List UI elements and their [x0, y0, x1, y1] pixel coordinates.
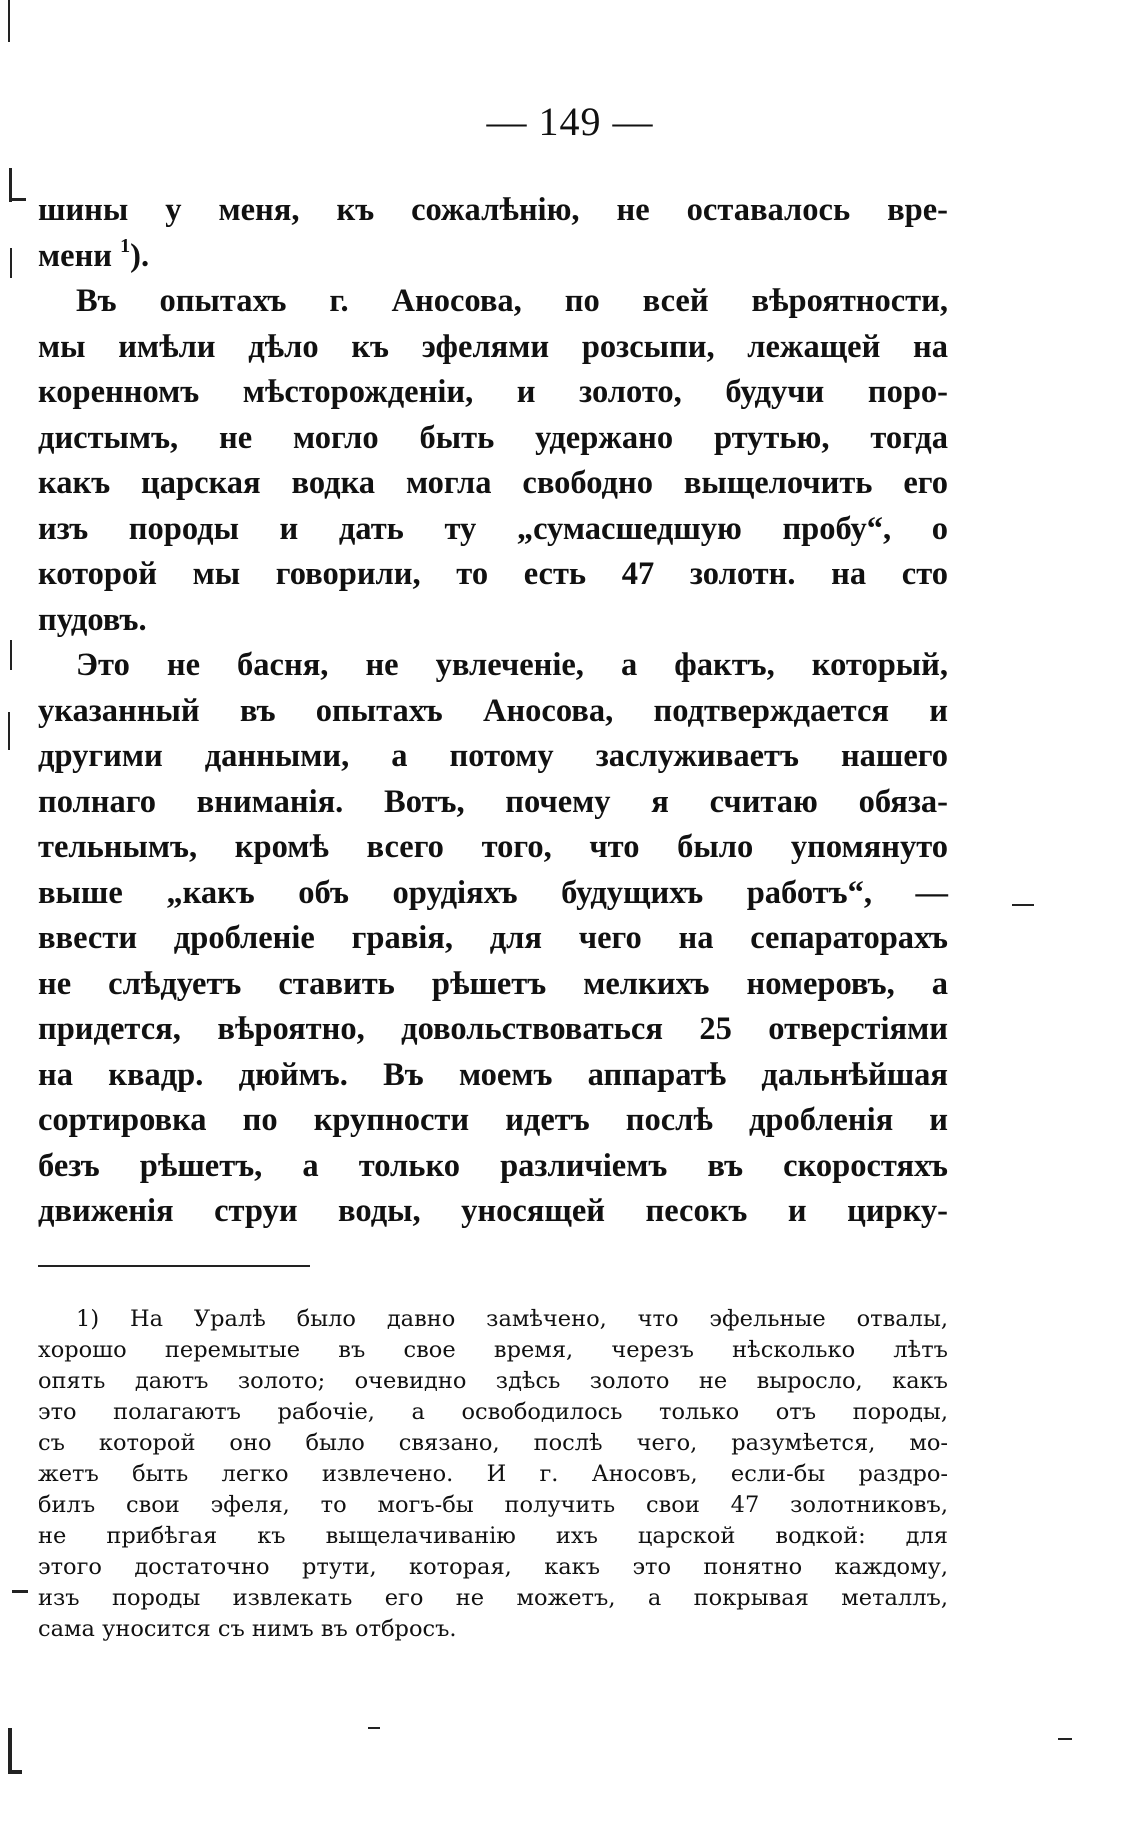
text-line: движенія струи воды, уносящей песокъ и цирку- [38, 1193, 948, 1229]
footnote-marker: 1) [76, 1306, 100, 1332]
scan-margin-mark [8, 1728, 12, 1774]
scan-margin-mark [1058, 1738, 1072, 1740]
text-line: Въ опытахъ г. Аносова, по всей вѣроятности, [76, 283, 948, 319]
text-line: мени [38, 237, 113, 274]
text-line: тельнымъ, кромѣ всего того, что было упомянуто [38, 829, 948, 865]
scan-margin-mark [12, 198, 26, 201]
footnote-line: билъ свои эфеля, то могъ-бы получить свои 47 золотниковъ, [38, 1492, 948, 1518]
scan-margin-mark [9, 168, 12, 202]
text-line: безъ рѣшетъ, а только различіемъ въ скоростяхъ [38, 1147, 948, 1184]
scan-margin-mark [10, 248, 12, 278]
footnote-line: не прибѣгая къ выщелачиванію ихъ царской водкой: для [38, 1523, 948, 1549]
footnote-divider [38, 1265, 310, 1267]
text-line-with-footnote-ref [38, 234, 948, 280]
footnote-first-line [38, 1304, 948, 1335]
footnote-line: опять даютъ золото; очевидно здѣсь золото не выросло, какъ [38, 1368, 948, 1394]
footnote [38, 1304, 948, 1645]
text-line: придется, вѣроятно, довольствоваться 25 отверстіями [38, 1011, 948, 1047]
text-line: шины у меня, къ сожалѣнію, не оставалось вре- [38, 192, 948, 228]
text-line: какъ царская водка могла свободно выщелочить его [38, 465, 948, 501]
scan-margin-mark [10, 1770, 22, 1774]
text-line: изъ породы и дать ту „сумасшедшую пробу“, о [38, 510, 948, 547]
scan-margin-mark [1012, 904, 1034, 906]
footnote-line: жетъ быть легко извлечено. И г. Аносовъ, если-бы раздро- [38, 1461, 948, 1487]
footnote-line: изъ породы извлекать его не можетъ, а покрывая металлъ, [38, 1585, 948, 1611]
main-text [38, 188, 948, 1235]
footnote-ref-tail: ). [130, 237, 150, 274]
text-line: мы имѣли дѣло къ эфелями розсыпи, лежащей на [38, 328, 948, 365]
footnote-line: этого достаточно ртути, которая, какъ это понятно каждому, [38, 1554, 948, 1580]
text-line: которой мы говорили, то есть 47 золотн. на сто [38, 556, 948, 592]
text-line: сортировка по крупности идетъ послѣ дробленія и [38, 1102, 948, 1138]
text-line: коренномъ мѣсторожденіи, и золото, будучи поро- [38, 374, 948, 410]
footnote-reference[interactable]: 1 [120, 234, 131, 257]
scan-margin-mark [8, 712, 10, 750]
footnote-line: На Уралѣ было давно замѣчено, что эфельные отвалы, [129, 1306, 948, 1332]
text-line: указанный въ опытахъ Аносова, подтверждается и [38, 692, 948, 729]
text-line: ввести дробленіе гравія, для чего на сепараторахъ [38, 920, 948, 956]
scan-margin-mark [12, 1590, 28, 1593]
footnote-line: съ которой оно было связано, послѣ чего, разумѣется, мо- [38, 1430, 948, 1456]
scan-margin-mark [10, 640, 12, 670]
page-number: — 149 — [486, 99, 654, 144]
text-line: полнаго вниманія. Вотъ, почему я считаю обяза- [38, 783, 948, 820]
scan-margin-mark [368, 1727, 380, 1729]
footnote-line: это полагаютъ рабочіе, а освободилось только отъ породы, [38, 1399, 948, 1425]
text-line: пудовъ. [38, 601, 147, 638]
text-line: Это не басня, не увлеченіе, а фактъ, который, [76, 647, 948, 683]
text-line: дистымъ, не могло быть удержано ртутью, тогда [38, 419, 948, 456]
text-line: не слѣдуетъ ставить рѣшетъ мелкихъ номеровъ, а [38, 965, 948, 1002]
text-line: на квадр. дюймъ. Въ моемъ аппаратѣ дальнѣйшая [38, 1056, 948, 1093]
scan-margin-mark [8, 0, 10, 42]
footnote-line: хорошо перемытые въ свое время, черезъ нѣсколько лѣтъ [38, 1337, 948, 1363]
text-line: другими данными, а потому заслуживаетъ нашего [38, 738, 948, 774]
text-line: выше „какъ объ орудіяхъ будущихъ работъ“, — [38, 874, 948, 911]
footnote-line: сама уносится съ нимъ въ отбросъ. [38, 1616, 457, 1642]
